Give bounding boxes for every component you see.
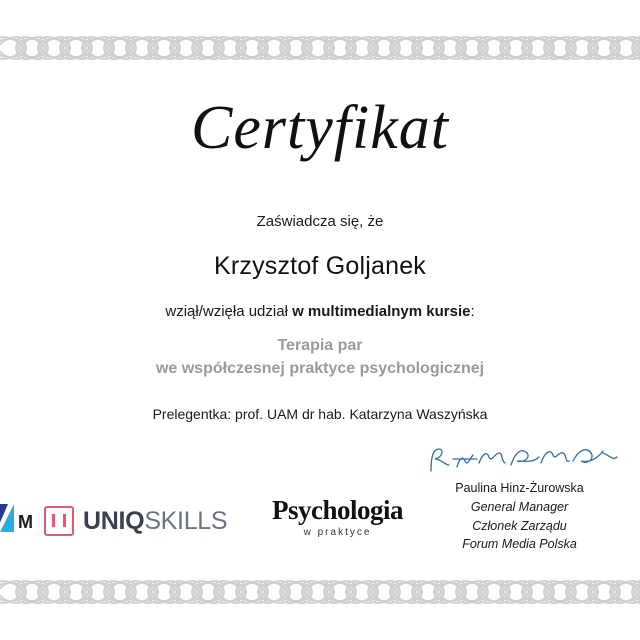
uniqskills-logo <box>44 506 227 536</box>
psychologia-logo <box>272 497 403 538</box>
signatory-company: Forum Media Polska <box>462 537 577 552</box>
uniqskills-bold-text: UNIQ <box>83 506 145 535</box>
signatory-role-2: Członek Zarządu <box>472 518 567 533</box>
footer-logos <box>0 462 640 572</box>
svg-text:M: M <box>18 512 33 532</box>
course-title <box>0 334 640 380</box>
participation-line <box>0 303 640 320</box>
participation-bold: w multimedialnym kursie <box>292 303 471 321</box>
speaker-line: Prelegentka: prof. UAM dr hab. Katarzyna Waszyńska <box>152 406 488 423</box>
signatory-role-1: General Manager <box>470 499 569 514</box>
im-logo <box>0 498 40 538</box>
chain-pattern-icon <box>0 28 640 68</box>
psychologia-sub-text: w praktyce <box>303 527 372 538</box>
decorative-border-bottom <box>0 572 640 612</box>
signature-icon <box>417 443 622 477</box>
signature-block <box>417 443 622 554</box>
course-line-1: Terapia par <box>277 337 363 355</box>
participation-suffix: : <box>470 303 475 321</box>
recipient-name: Krzysztof Goljanek <box>213 252 426 281</box>
im-logo-icon <box>0 498 40 538</box>
uniqskills-wordmark <box>83 507 227 536</box>
course-line-2: we współczesnej praktyce psychologicznej <box>155 360 485 378</box>
participation-prefix: wziął/wzięła udział <box>165 303 293 321</box>
psychologia-main-text: Psychologia <box>272 495 404 525</box>
attest-line: Zaświadcza się, że <box>256 213 384 231</box>
signatory-name: Paulina Hinz-Żurowska <box>455 481 584 495</box>
page-title: Certyfikat <box>191 94 449 162</box>
handwritten-signature <box>417 443 622 477</box>
uniqskills-mark-icon <box>44 506 74 536</box>
uniqskills-thin-text: SKILLS <box>144 506 228 535</box>
chain-pattern-icon <box>0 572 640 612</box>
decorative-border-top <box>0 28 640 68</box>
